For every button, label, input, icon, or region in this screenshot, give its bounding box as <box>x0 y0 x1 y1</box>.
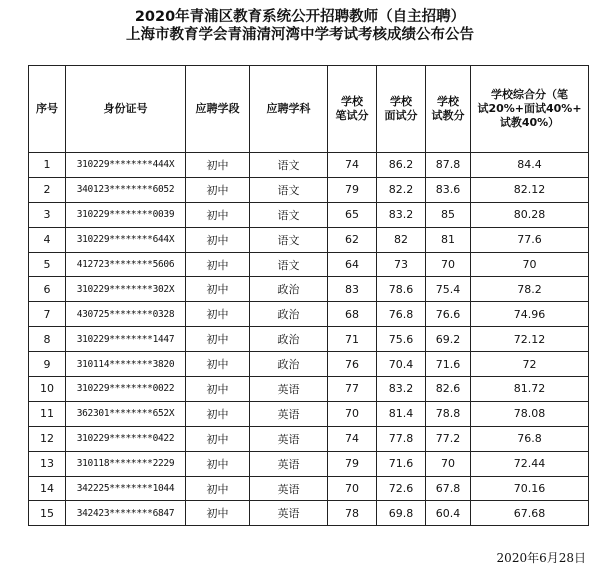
interview-score-cell: 76.8 <box>377 302 426 327</box>
subject-cell: 英语 <box>250 501 328 526</box>
written-score-cell: 64 <box>328 252 377 277</box>
serial-cell: 3 <box>29 202 66 227</box>
id-number-cell: 342423********6847 <box>66 501 186 526</box>
table-row <box>29 177 589 202</box>
header-serial: 序号 <box>29 66 66 153</box>
stage-cell: 初中 <box>186 277 250 302</box>
table-row <box>29 426 589 451</box>
interview-score-cell: 77.8 <box>377 426 426 451</box>
id-number-cell: 310229********0039 <box>66 202 186 227</box>
total-score-cell: 70 <box>471 252 589 277</box>
interview-score-cell: 81.4 <box>377 401 426 426</box>
header-teaching-score: 学校 试教分 <box>426 66 471 153</box>
teaching-score-cell: 87.8 <box>426 153 471 178</box>
written-score-cell: 62 <box>328 227 377 252</box>
written-score-cell: 78 <box>328 501 377 526</box>
serial-cell: 6 <box>29 277 66 302</box>
written-score-cell: 79 <box>328 177 377 202</box>
serial-cell: 5 <box>29 252 66 277</box>
total-score-cell: 78.08 <box>471 401 589 426</box>
subject-cell: 英语 <box>250 476 328 501</box>
interview-score-cell: 72.6 <box>377 476 426 501</box>
id-number-cell: 430725********0328 <box>66 302 186 327</box>
subject-cell: 英语 <box>250 426 328 451</box>
written-score-cell: 74 <box>328 426 377 451</box>
serial-cell: 12 <box>29 426 66 451</box>
header-interview-score: 学校 面试分 <box>377 66 426 153</box>
table-row <box>29 377 589 402</box>
written-score-cell: 83 <box>328 277 377 302</box>
teaching-score-cell: 69.2 <box>426 327 471 352</box>
teaching-score-cell: 60.4 <box>426 501 471 526</box>
serial-cell: 11 <box>29 401 66 426</box>
serial-cell: 9 <box>29 352 66 377</box>
total-score-cell: 67.68 <box>471 501 589 526</box>
stage-cell: 初中 <box>186 327 250 352</box>
stage-cell: 初中 <box>186 153 250 178</box>
publish-date: 2020年6月28日 <box>496 551 586 565</box>
interview-score-cell: 82.2 <box>377 177 426 202</box>
id-number-cell: 412723********5606 <box>66 252 186 277</box>
teaching-score-cell: 78.8 <box>426 401 471 426</box>
subject-cell: 政治 <box>250 277 328 302</box>
interview-score-cell: 86.2 <box>377 153 426 178</box>
stage-cell: 初中 <box>186 252 250 277</box>
id-number-cell: 310229********302X <box>66 277 186 302</box>
subject-cell: 语文 <box>250 177 328 202</box>
total-score-cell: 72.44 <box>471 451 589 476</box>
id-number-cell: 310118********2229 <box>66 451 186 476</box>
id-number-cell: 310229********0022 <box>66 377 186 402</box>
total-score-cell: 76.8 <box>471 426 589 451</box>
subject-cell: 语文 <box>250 202 328 227</box>
teaching-score-cell: 77.2 <box>426 426 471 451</box>
interview-score-cell: 83.2 <box>377 202 426 227</box>
stage-cell: 初中 <box>186 476 250 501</box>
document-subtitle: 上海市教育学会青浦清河湾中学考试考核成绩公布公告 <box>126 27 474 43</box>
stage-cell: 初中 <box>186 202 250 227</box>
written-score-cell: 77 <box>328 377 377 402</box>
table-body <box>29 153 589 526</box>
serial-cell: 4 <box>29 227 66 252</box>
serial-cell: 2 <box>29 177 66 202</box>
stage-cell: 初中 <box>186 426 250 451</box>
stage-cell: 初中 <box>186 501 250 526</box>
teaching-score-cell: 83.6 <box>426 177 471 202</box>
table-row <box>29 302 589 327</box>
table-row <box>29 202 589 227</box>
serial-cell: 13 <box>29 451 66 476</box>
interview-score-cell: 70.4 <box>377 352 426 377</box>
written-score-cell: 70 <box>328 476 377 501</box>
id-number-cell: 310114********3820 <box>66 352 186 377</box>
written-score-cell: 68 <box>328 302 377 327</box>
subject-cell: 英语 <box>250 401 328 426</box>
serial-cell: 10 <box>29 377 66 402</box>
id-number-cell: 310229********1447 <box>66 327 186 352</box>
total-score-cell: 70.16 <box>471 476 589 501</box>
serial-cell: 15 <box>29 501 66 526</box>
subject-cell: 语文 <box>250 227 328 252</box>
table-row <box>29 476 589 501</box>
teaching-score-cell: 71.6 <box>426 352 471 377</box>
table-row <box>29 501 589 526</box>
interview-score-cell: 83.2 <box>377 377 426 402</box>
subject-cell: 政治 <box>250 327 328 352</box>
table-row <box>29 327 589 352</box>
interview-score-cell: 73 <box>377 252 426 277</box>
subject-cell: 政治 <box>250 352 328 377</box>
table-row <box>29 277 589 302</box>
total-score-cell: 74.96 <box>471 302 589 327</box>
written-score-cell: 74 <box>328 153 377 178</box>
teaching-score-cell: 70 <box>426 252 471 277</box>
teaching-score-cell: 85 <box>426 202 471 227</box>
table-row <box>29 451 589 476</box>
header-id-number: 身份证号 <box>66 66 186 153</box>
table-header-row <box>29 66 589 153</box>
written-score-cell: 76 <box>328 352 377 377</box>
id-number-cell: 310229********0422 <box>66 426 186 451</box>
header-subject: 应聘学科 <box>250 66 328 153</box>
total-score-cell: 77.6 <box>471 227 589 252</box>
teaching-score-cell: 82.6 <box>426 377 471 402</box>
stage-cell: 初中 <box>186 227 250 252</box>
interview-score-cell: 78.6 <box>377 277 426 302</box>
header-stage: 应聘学段 <box>186 66 250 153</box>
stage-cell: 初中 <box>186 352 250 377</box>
score-table <box>28 65 589 526</box>
id-number-cell: 342225********1044 <box>66 476 186 501</box>
serial-cell: 14 <box>29 476 66 501</box>
teaching-score-cell: 75.4 <box>426 277 471 302</box>
subject-cell: 英语 <box>250 451 328 476</box>
document-title: 2020年青浦区教育系统公开招聘教师（自主招聘） <box>134 9 466 25</box>
id-number-cell: 310229********644X <box>66 227 186 252</box>
table-row <box>29 401 589 426</box>
written-score-cell: 79 <box>328 451 377 476</box>
teaching-score-cell: 81 <box>426 227 471 252</box>
table-row <box>29 352 589 377</box>
table-row <box>29 153 589 178</box>
stage-cell: 初中 <box>186 377 250 402</box>
table-row <box>29 227 589 252</box>
interview-score-cell: 69.8 <box>377 501 426 526</box>
header-written-score: 学校 笔试分 <box>328 66 377 153</box>
total-score-cell: 72 <box>471 352 589 377</box>
id-number-cell: 340123********6052 <box>66 177 186 202</box>
total-score-cell: 80.28 <box>471 202 589 227</box>
stage-cell: 初中 <box>186 177 250 202</box>
serial-cell: 1 <box>29 153 66 178</box>
serial-cell: 8 <box>29 327 66 352</box>
header-total-score: 学校综合分（笔 试20%+面试40%+ 试教40%） <box>471 66 589 153</box>
total-score-cell: 72.12 <box>471 327 589 352</box>
interview-score-cell: 82 <box>377 227 426 252</box>
teaching-score-cell: 70 <box>426 451 471 476</box>
subject-cell: 语文 <box>250 252 328 277</box>
written-score-cell: 70 <box>328 401 377 426</box>
stage-cell: 初中 <box>186 302 250 327</box>
total-score-cell: 84.4 <box>471 153 589 178</box>
written-score-cell: 71 <box>328 327 377 352</box>
total-score-cell: 81.72 <box>471 377 589 402</box>
subject-cell: 政治 <box>250 302 328 327</box>
stage-cell: 初中 <box>186 401 250 426</box>
serial-cell: 7 <box>29 302 66 327</box>
teaching-score-cell: 67.8 <box>426 476 471 501</box>
subject-cell: 语文 <box>250 153 328 178</box>
teaching-score-cell: 76.6 <box>426 302 471 327</box>
interview-score-cell: 75.6 <box>377 327 426 352</box>
total-score-cell: 78.2 <box>471 277 589 302</box>
table-row <box>29 252 589 277</box>
total-score-cell: 82.12 <box>471 177 589 202</box>
subject-cell: 英语 <box>250 377 328 402</box>
interview-score-cell: 71.6 <box>377 451 426 476</box>
id-number-cell: 310229********444X <box>66 153 186 178</box>
stage-cell: 初中 <box>186 451 250 476</box>
id-number-cell: 362301********652X <box>66 401 186 426</box>
written-score-cell: 65 <box>328 202 377 227</box>
